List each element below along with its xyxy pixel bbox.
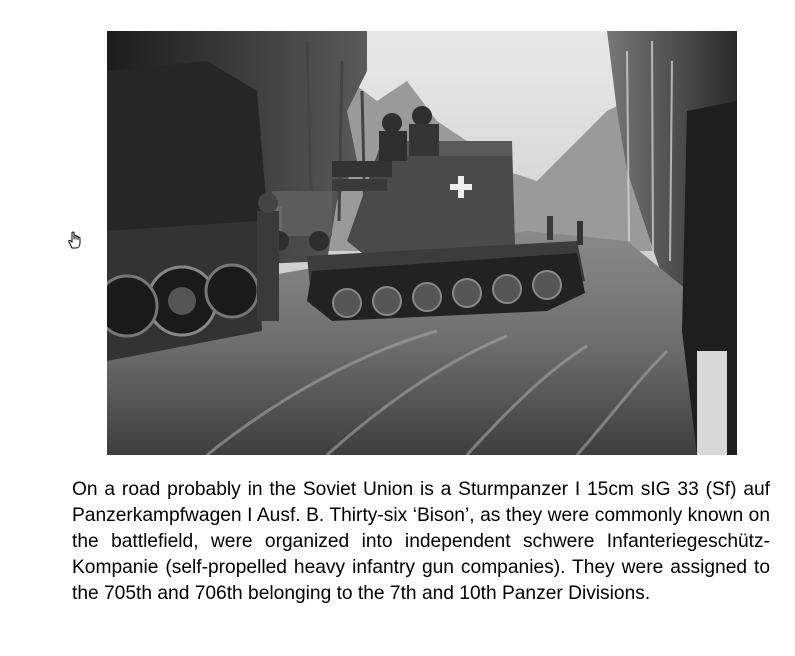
historical-photo bbox=[107, 31, 737, 455]
photo-caption: On a road probably in the Soviet Union is a Sturmpanzer I 15cm sIG 33 (Sf) auf Panzerkampfwagen I Ausf. B. Thirty-six ‘Bison’, as they were commonly known on the battlefield, were organized into independent schwere Infanteriegeschütz-Kompanie (self-propelled heavy infantry gun companies). They were assigned to the 705th and 706th belonging to the 7th and 10th Panzer Divisions. bbox=[72, 479, 770, 604]
hand-pointer-icon bbox=[66, 230, 84, 250]
